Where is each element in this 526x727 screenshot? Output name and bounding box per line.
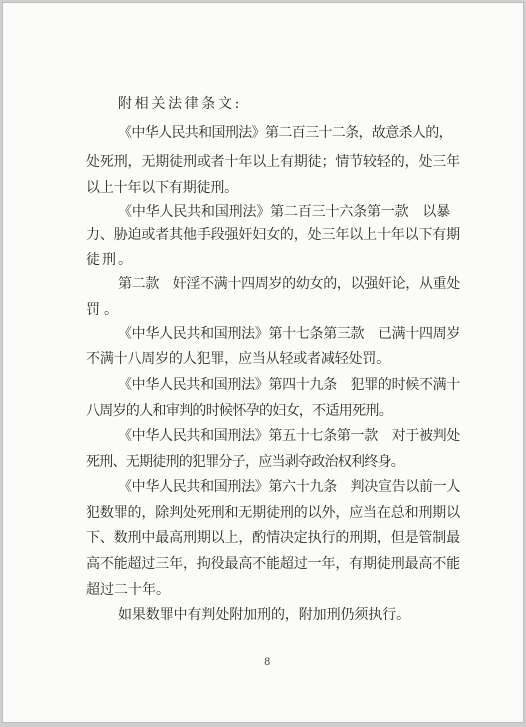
article-1-line-1: 《中华人民共和国刑法》第二百三十二条，故意杀人的，	[118, 125, 452, 141]
document-page	[2, 2, 524, 723]
article-2-line-3: 徒刑。	[86, 252, 134, 268]
article-2-line-1: 《中华人民共和国刑法》第二百三十六条第一款 以暴	[118, 204, 450, 220]
heading: 附相关法律条文:	[118, 96, 242, 112]
article-6-line-2: 死刑、无期徒刑的犯罪分子，应当剥夺政治权利终身。	[86, 454, 404, 470]
article-4-line-1: 《中华人民共和国刑法》第十七条第三款 已满十四周岁	[118, 326, 460, 342]
article-7-line-1: 《中华人民共和国刑法》第六十九条 判决宣告以前一人	[118, 479, 460, 495]
article-4-line-2: 不满十八周岁的人犯罪，应当从轻或者减轻处罚。	[86, 351, 390, 367]
article-3-line-2: 罚。	[86, 302, 122, 318]
article-1-line-3: 以上十年以下有期徒刑。	[86, 180, 238, 196]
article-1-line-2: 处死刑，无期徒刑或者十年以上有期徒；情节较轻的，处三年	[86, 154, 460, 170]
article-8-line-1: 如果数罪中有判处附加刑的，附加刑仍须执行。	[118, 607, 410, 623]
article-6-line-1: 《中华人民共和国刑法》第五十七条第一款 对于被判处	[118, 428, 460, 444]
article-7-line-4: 高不能超过三年，拘役最高不能超过一年，有期徒刑最高不能	[86, 556, 460, 572]
article-2-line-2: 力、胁迫或者其他手段强奸妇女的，处三年以上十年以下有期	[86, 227, 460, 243]
article-5-line-2: 八周岁的人和审判的时候怀孕的妇女，不适用死刑。	[86, 403, 392, 419]
article-5-line-1: 《中华人民共和国刑法》第四十九条 犯罪的时候不满十	[118, 377, 460, 393]
page-number: 8	[264, 657, 271, 668]
article-3-line-1: 第二款 奸淫不满十四周岁的幼女的，以强奸论，从重处	[118, 276, 460, 292]
article-7-line-3: 下、数刑中最高刑期以上，酌情决定执行的刑期，但是管制最	[86, 530, 460, 546]
article-7-line-2: 犯数罪的，除判处死刑和无期徒刑的以外，应当在总和刑期以	[86, 505, 460, 521]
article-7-line-5: 超过二十年。	[86, 582, 170, 598]
